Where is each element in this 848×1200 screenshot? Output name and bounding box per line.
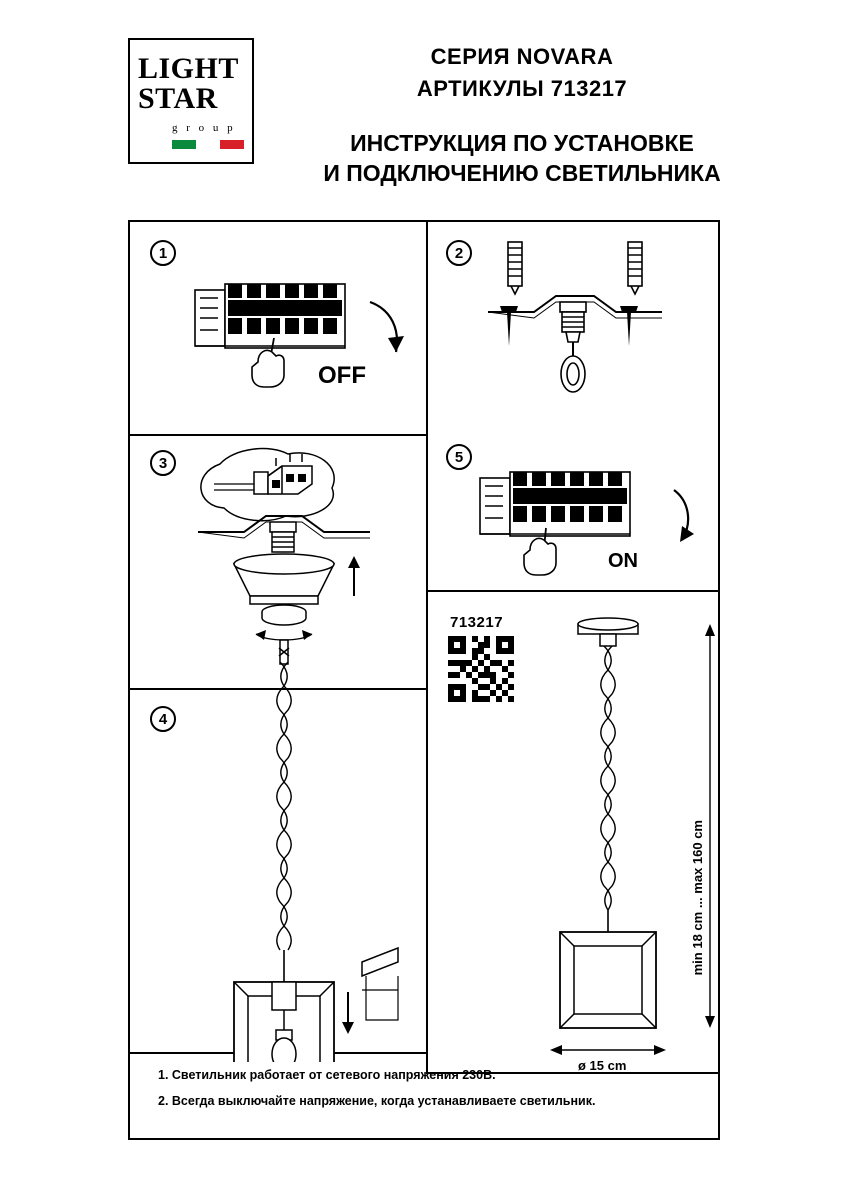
note-2: 2. Всегда выключайте напряжение, когда устанавливаете светильник.: [158, 1094, 596, 1108]
product-illustration: [530, 610, 770, 1070]
brand-logo: [128, 38, 254, 164]
step-1-illustration: [170, 252, 420, 432]
step-3-illustration: [176, 444, 426, 684]
step-number-5-real: 5: [446, 444, 472, 470]
step-number-1: 1: [150, 240, 176, 266]
product-article-code: 713217: [450, 614, 504, 631]
divider-vertical-bottom: [426, 590, 428, 1072]
step-2-illustration: [460, 234, 710, 424]
height-dimension-label: min 18 cm ... max 160 cm: [690, 820, 705, 976]
step-5-illustration: [460, 450, 710, 610]
step-4-illustration: [176, 662, 426, 1062]
step-number-3: 3: [150, 450, 176, 476]
diagram-frame: [128, 220, 720, 1140]
step-number-4: 4: [150, 706, 176, 732]
instruction-title-line1: ИНСТРУКЦИЯ ПО УСТАНОВКЕ: [350, 130, 694, 156]
series-title: СЕРИЯ NOVARA: [430, 44, 614, 69]
width-dimension-label: ø 15 cm: [578, 1058, 627, 1073]
article-title: АРТИКУЛЫ 713217: [416, 76, 628, 101]
step-1-label-off: OFF: [318, 362, 366, 389]
step-number-2: 2: [446, 240, 472, 266]
divider-horizontal-1: [130, 434, 426, 436]
logo-line-1: LIGHT: [138, 52, 239, 85]
header: [128, 38, 720, 190]
instruction-title-line2: И ПОДКЛЮЧЕНИЮ СВЕТИЛЬНИКА: [323, 160, 721, 186]
logo-line-2: STAR: [138, 82, 218, 115]
note-1: 1. Светильник работает от сетевого напряжения 230В.: [158, 1068, 496, 1082]
logo-subtext: g r o u p: [172, 122, 236, 134]
divider-vertical-top: [426, 222, 428, 590]
step-5-label-on: ON: [608, 550, 638, 572]
italian-flag-icon: [172, 140, 244, 149]
qr-code: [448, 636, 514, 702]
logo-wordmark: [138, 54, 239, 114]
